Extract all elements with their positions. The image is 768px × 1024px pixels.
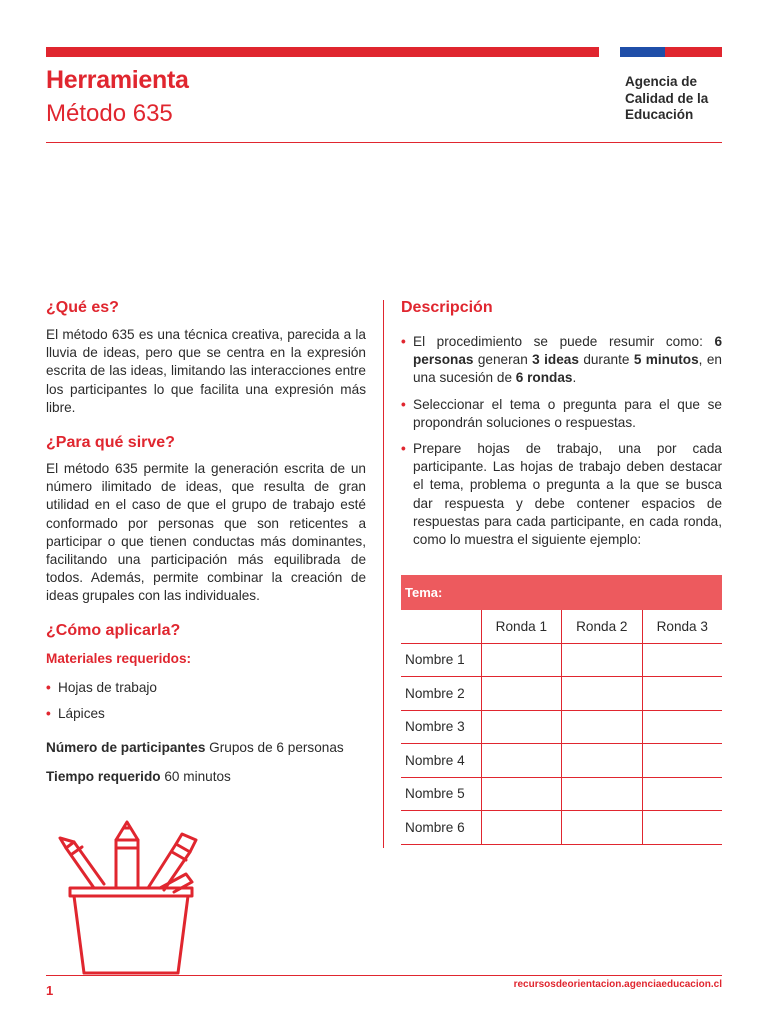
flag-bar-blue: [620, 47, 665, 57]
document-type: Herramienta: [46, 66, 189, 94]
agency-logo-text: [625, 74, 708, 124]
table-cell: [642, 677, 722, 711]
website-link[interactable]: recursosdeorientacion.agenciaeducacion.cl: [513, 979, 722, 990]
table-cell: [481, 677, 561, 711]
pencil-cup-icon: [56, 818, 206, 978]
participants-label: Número de participantes: [46, 740, 206, 755]
page-number: 1: [46, 983, 54, 998]
table-cell: [642, 643, 722, 677]
row-label: Nombre 1: [401, 643, 481, 677]
column-header: Ronda 1: [481, 610, 561, 643]
column-divider: [383, 300, 384, 848]
para-que-text: El método 635 permite la generación escrita de un número ilimitado de ideas, que resulta de gran utilidad en el caso de que el grupo de trabajo esté conformado por personas que son reticentes a participar o que tienen conductas más dominantes, facilitando una participación más equilibrada de todos. Además, permite combinar la creación de ideas grupales con las individuales.: [46, 461, 366, 604]
table-row: [401, 710, 722, 744]
table-cell: [562, 777, 642, 811]
como-heading: ¿Cómo aplicarla?: [46, 622, 181, 639]
example-worksheet-table: [401, 575, 722, 845]
materials-heading: Materiales requeridos:: [46, 651, 192, 666]
time-value: 60 minutos: [164, 769, 231, 784]
description-heading: Descripción: [401, 299, 493, 316]
table-cell: [642, 811, 722, 845]
row-label: Nombre 2: [401, 677, 481, 711]
column-header: Ronda 3: [642, 610, 722, 643]
footer-divider: [46, 975, 722, 976]
table-cell: [562, 744, 642, 778]
agency-line-2: Calidad de la: [625, 90, 709, 106]
description-list: [401, 333, 722, 557]
table-row: [401, 811, 722, 845]
row-label: Nombre 3: [401, 710, 481, 744]
table-cell: [562, 710, 642, 744]
list-item: • Seleccionar el tema o pregunta para el que se propondrán soluciones o respuestas.: [401, 396, 722, 432]
time-label: Tiempo requerido: [46, 769, 161, 784]
table-cell: [481, 777, 561, 811]
table-header-row: [401, 610, 722, 643]
table-cell: [562, 811, 642, 845]
list-item: • Prepare hojas de trabajo, una por cada participante. Las hojas de trabajo deben destacar el tema, problema o pregunta a la que se busca dar respuesta y debe contener espacios de respuestas para cada participante, en cada ronda, como lo muestra el siguiente ejemplo:: [401, 440, 722, 549]
table-cell: [481, 643, 561, 677]
list-item: • Lápices: [46, 705, 366, 723]
que-es-text: El método 635 es una técnica creativa, parecida a la lluvia de ideas, pero que se centra en la expresión escrita de las ideas, limitando las interacciones entre los participantes lo que facilita una expresión más libre.: [46, 327, 366, 415]
table-row: [401, 744, 722, 778]
top-accent-bar: [46, 47, 599, 57]
list-item: • El procedimiento se puede resumir como: 6 personas generan 3 ideas durante 5 minutos, en una sucesión de 6 rondas.: [401, 333, 722, 388]
row-label: Nombre 4: [401, 744, 481, 778]
materials-list: [46, 679, 366, 731]
table-cell: [481, 811, 561, 845]
participants-value: Grupos de 6 personas: [209, 740, 344, 755]
agency-line-3: Educación: [625, 107, 694, 122]
participants-line: [46, 740, 344, 755]
table-cell: [481, 710, 561, 744]
header-divider: [46, 142, 722, 143]
table-cell: [481, 744, 561, 778]
page-title: Método 635: [46, 100, 173, 127]
row-label: Nombre 6: [401, 811, 481, 845]
table-cell: [562, 643, 642, 677]
row-label: Nombre 5: [401, 777, 481, 811]
time-line: [46, 769, 231, 784]
agency-line-1: Agencia de: [625, 74, 698, 89]
list-item: • Hojas de trabajo: [46, 679, 366, 697]
table-corner-cell: [401, 610, 481, 643]
table-row: [401, 777, 722, 811]
flag-bar-red: [665, 47, 722, 57]
table-cell: [642, 744, 722, 778]
table-cell: [642, 777, 722, 811]
table-row: [401, 643, 722, 677]
que-es-heading: ¿Qué es?: [46, 299, 119, 316]
para-que-heading: ¿Para qué sirve?: [46, 434, 175, 451]
table-row: [401, 677, 722, 711]
tema-header: Tema:: [401, 575, 722, 610]
table-cell: [562, 677, 642, 711]
table-cell: [642, 710, 722, 744]
column-header: Ronda 2: [562, 610, 642, 643]
